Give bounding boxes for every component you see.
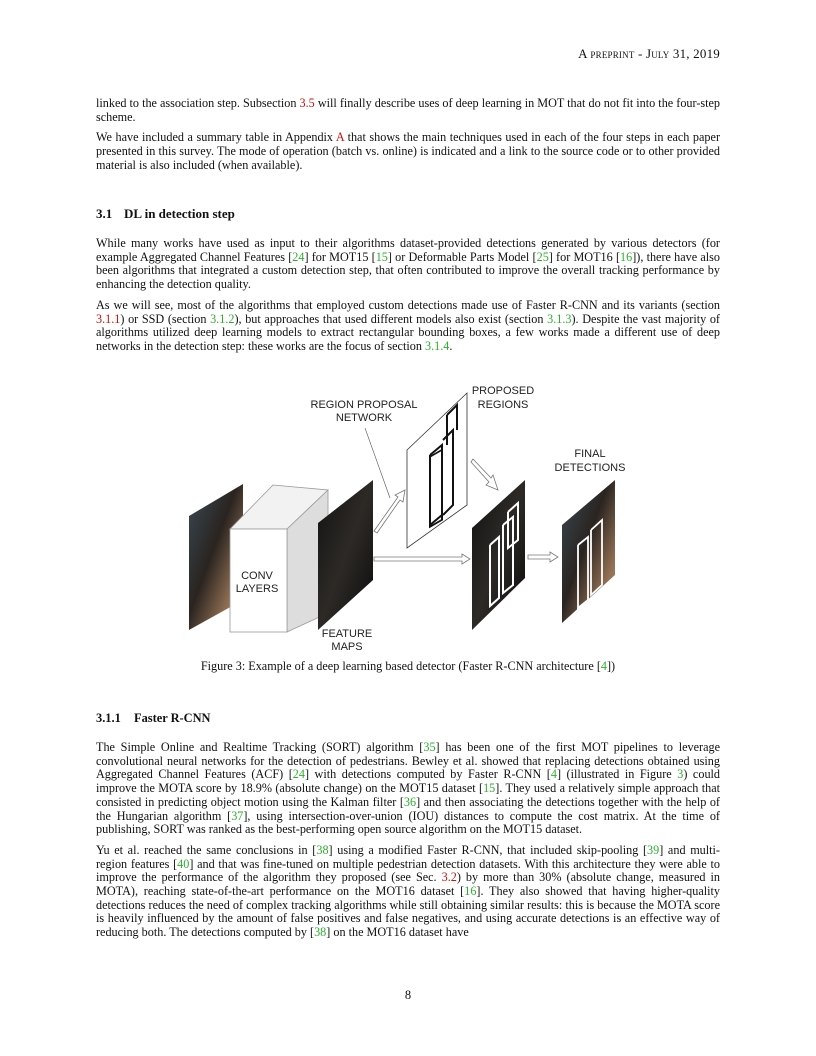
section-ref-link[interactable]: 3.1.1 — [96, 311, 121, 326]
subsection-3-1-1 — [96, 711, 720, 947]
header-month: July — [645, 46, 670, 61]
citation-link[interactable]: 35 — [423, 740, 436, 754]
text-run: ), but approaches that used different models also exist (section — [234, 311, 548, 326]
header-sep: - — [634, 46, 646, 61]
text-run: ] on the MOT16 dataset have — [326, 925, 469, 940]
text-run: ] and multi-region features [ — [96, 842, 720, 871]
section-ref-link[interactable]: A — [335, 130, 345, 145]
citation-link[interactable]: 24 — [292, 767, 305, 782]
citation-link[interactable]: 36 — [403, 794, 417, 809]
text-run: ) or SSD (section — [120, 311, 211, 326]
section-number: 3.1 — [96, 206, 113, 221]
arrow-to-final — [528, 552, 558, 562]
subsection-paragraph-2 — [96, 844, 720, 940]
label-conv: CONV — [241, 570, 273, 582]
citation-link[interactable]: 38 — [314, 925, 327, 940]
citation-link[interactable]: 3.1.2 — [210, 311, 235, 326]
text-run: will finally describe uses of deep learning in MOT that do not fit into the four-step scheme. — [96, 96, 721, 124]
detections-image — [472, 480, 525, 630]
citation-link[interactable]: 15 — [483, 781, 496, 796]
text-run: As we will see, most of the algorithms that employed custom detections made use of Faster R-CNN and its variants (section — [96, 297, 720, 312]
text-run: ] using a modified Faster R-CNN, that included skip-pooling [ — [328, 842, 648, 857]
text-run: ) could improve the MOTA score by 18.9% (absolute change) on the MOT15 dataset [ — [96, 767, 721, 796]
text-run: ] for MOT15 [ — [304, 249, 376, 264]
citation-link[interactable]: 4 — [550, 767, 557, 782]
citation-link[interactable]: 3 — [677, 767, 684, 782]
section-ref-link[interactable]: 3.2 — [441, 870, 457, 885]
header-date: 31, 2019 — [669, 46, 720, 61]
text-run: Figure 3: Example of a deep learning based detector (Faster R-CNN architecture [ — [200, 659, 601, 673]
subsection-paragraph-1 — [96, 741, 720, 837]
citation-link[interactable]: 37 — [231, 808, 244, 823]
label-regions: REGIONS — [477, 399, 529, 411]
text-run: The Simple Online and Realtime Tracking (SORT) algorithm [ — [96, 740, 424, 754]
citation-link[interactable]: 16 — [464, 884, 477, 899]
text-run: ) by more than 30% (absolute change, measured in MOTA), reaching state-of-the-art performance on the MOT16 dataset [ — [96, 870, 720, 899]
label-final: FINAL — [574, 448, 606, 460]
section-title: DL in detection step — [124, 206, 235, 221]
text-run: ] or Deformable Parts Model [ — [387, 249, 537, 264]
citation-link[interactable]: 25 — [536, 249, 549, 264]
subsection-title: Faster R-CNN — [134, 711, 211, 725]
subsection-number: 3.1.1 — [96, 711, 121, 725]
citation-link[interactable]: 24 — [292, 249, 305, 264]
text-run: ], using intersection-over-union (IOU) distances to compute the cost matrix. At the time of publishing, SORT was ranked as the best-performing open source algorithm on the MOT15 dataset. — [96, 808, 720, 837]
label-feature: FEATURE — [321, 628, 373, 640]
citation-link[interactable]: 15 — [375, 249, 388, 264]
text-run: ] and then associating the detections together with the help of the Hungarian algorithm [ — [96, 794, 720, 823]
label-network: NETWORK — [335, 412, 393, 424]
final-detections-image — [562, 480, 615, 623]
label-detections: DETECTIONS — [554, 462, 626, 474]
text-run: ]) — [606, 659, 616, 673]
arrow-to-detections — [374, 554, 470, 564]
subsection-heading — [96, 711, 720, 726]
label-maps: MAPS — [331, 641, 363, 653]
text-run: that shows the main techniques used in each of the four steps in each paper presented in this survey. The mode of operation (batch vs. online) is indicated and a link to the source code or to other provided material is also included (when available). — [96, 130, 720, 172]
citation-link[interactable]: 4 — [600, 659, 607, 673]
proposed-regions-plane — [407, 393, 467, 548]
text-run: ] with detections computed by Faster R-CNN [ — [304, 767, 551, 782]
label-proposed: PROPOSED — [471, 385, 535, 397]
figure-caption — [0, 659, 816, 674]
conv-layers-block — [230, 485, 328, 632]
header-prefix: A — [578, 46, 587, 61]
text-run: ] for MOT16 [ — [548, 249, 621, 264]
citation-link[interactable]: 38 — [316, 842, 329, 857]
text-run: . — [449, 338, 453, 353]
section-ref-link[interactable]: 3.5 — [299, 96, 315, 110]
text-run: ). Despite the vast majority of algorithms utilized deep learning models to extract rectangular bounding boxes, a few works made a different use of deep networks in the detection step: these works are the focus of section — [96, 311, 720, 353]
page-number: 8 — [404, 988, 412, 1002]
text-run: linked to the association step. Subsection — [96, 96, 300, 110]
text-run: Yu et al. reached the same conclusions in [ — [96, 842, 317, 857]
text-run: ]. They used a relatively simple approach that consisted in predicting object motion using the Kalman filter [ — [96, 781, 720, 809]
text-run: ]), there have also been algorithms that integrated a custom detection step, that often contributed to improve the overall tracking performance by enhancing the detection quality. — [96, 249, 720, 292]
citation-link[interactable]: 40 — [177, 856, 190, 871]
citation-link[interactable]: 39 — [647, 842, 660, 857]
label-region-proposal: REGION PROPOSAL — [310, 399, 418, 411]
text-run: ] (illustrated in Figure — [556, 767, 678, 782]
citation-link[interactable]: 3.1.3 — [547, 311, 572, 326]
text-run: ] has been one of the first MOT pipelines to leverage convolutional neural networks for the detection of pedestrians. Bewley et al. showed that replacing detections obtained using Aggregated Channel Features (ACF) [ — [96, 740, 720, 782]
text-run: While many works have used as input to their algorithms dataset-provided detections generated by various detectors (for example Aggregated Channel Features [ — [96, 236, 720, 264]
text-run: ] and that was fine-tuned on multiple pedestrian detection datasets. With this architecture they were able to improve the performance of the algorithm they proposed (see Sec. — [96, 856, 720, 885]
header-preprint: preprint — [590, 46, 635, 61]
text-run: We have included a summary table in Appendix — [96, 130, 336, 145]
citation-link[interactable]: 3.1.4 — [424, 338, 450, 353]
citation-link[interactable]: 16 — [620, 249, 633, 264]
label-layers: LAYERS — [235, 583, 279, 595]
text-run: ]. They also showed that having higher-quality detections reduces the need of complex tracking algorithms while still obtaining similar results: this is because the MOTA score is heavily influenced by the amount of false positives and false negatives, and using accurate detections is an effective way of reducing both. The detections computed by [ — [96, 884, 720, 940]
arrow-proposals-down — [471, 459, 498, 490]
